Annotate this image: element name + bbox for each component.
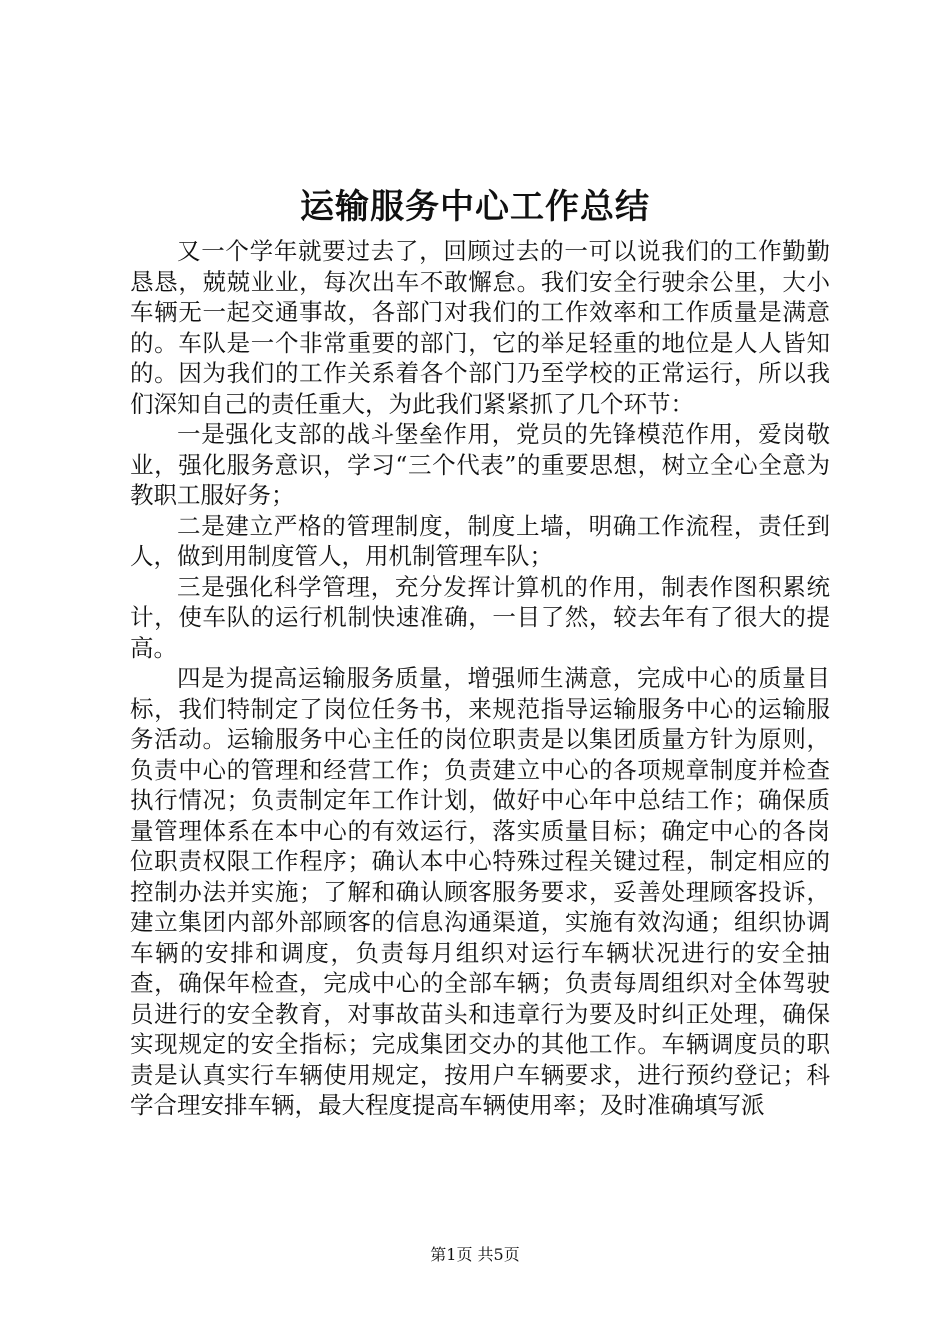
document-title: 运输服务中心工作总结	[300, 187, 650, 227]
page-number-footer: 第1页 共5页	[430, 1245, 520, 1264]
document-body	[130, 236, 830, 1121]
paragraph-point-two: 二是建立严格的管理制度，制度上墙，明确工作流程，责任到人，做到用制度管人，用机制管理车队；	[130, 511, 830, 570]
paragraph-intro: 又一个学年就要过去了，回顾过去的一可以说我们的工作勤勤恳恳，兢兢业业，每次出车不敢懈怠。我们安全行驶余公里，大小车辆无一起交通事故，各部门对我们的工作效率和工作质量是满意的。车队是一个非常重要的部门，它的举足轻重的地位是人人皆知的。因为我们的工作关系着各个部门乃至学校的正常运行，所以我们深知自己的责任重大，为此我们紧紧抓了几个环节：	[130, 237, 830, 418]
paragraph-point-three: 三是强化科学管理，充分发挥计算机的作用，制表作图积累统计，使车队的运行机制快速准确，一目了然，较去年有了很大的提高。	[130, 572, 830, 662]
paragraph-point-one: 一是强化支部的战斗堡垒作用，党员的先锋模范作用，爱岗敬业，强化服务意识，学习“三个代表”的重要思想，树立全心全意为教职工服好务；	[130, 420, 830, 509]
paragraph-point-four: 四是为提高运输服务质量，增强师生满意，完成中心的质量目标，我们特制定了岗位任务书，来规范指导运输服务中心的运输服务活动。运输服务中心主任的岗位职责是以集团质量方针为原则，负责中心的管理和经营工作；负责建立中心的各项规章制度并检查执行情况；负责制定年工作计划，做好中心年中总结工作；确保质量管理体系在本中心的有效运行，落实质量目标；确定中心的各岗位职责权限工作程序；确认本中心特殊过程关键过程，制定相应的控制办法并实施；了解和确认顾客服务要求，妥善处理顾客投诉，建立集团内部外部顾客的信息沟通渠道，实施有效沟通；组织协调车辆的安排和调度，负责每月组织对运行车辆状况进行的安全抽查，确保年检查，完成中心的全部车辆；负责每周组织对全体驾驶员进行的安全教育，对事故苗头和违章行为要及时纠正处理，确保实现规定的安全指标；完成集团交办的其他工作。车辆调度员的职责是认真实行车辆使用规定，按用户车辆要求，进行预约登记；科学合理安排车辆，最大程度提高车辆使用率；及时准确填写派	[130, 664, 830, 1119]
